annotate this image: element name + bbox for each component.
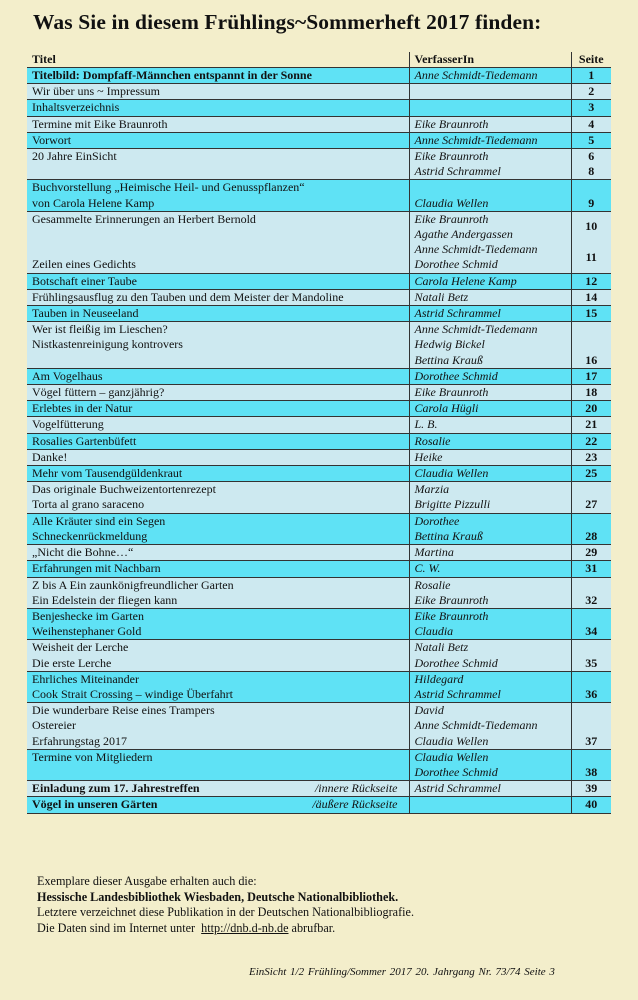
table-row bbox=[27, 306, 611, 322]
page-number: 22 bbox=[585, 433, 598, 448]
note-line bbox=[37, 921, 414, 937]
page-cell bbox=[571, 671, 611, 702]
page-cell bbox=[571, 449, 611, 465]
page-cell bbox=[571, 84, 611, 100]
article-title: Vogelfütterung bbox=[32, 417, 104, 432]
author-name: Eike Braunroth bbox=[414, 116, 489, 131]
article-title: Z bis A Ein zaunkönigfreundlicher Garten bbox=[32, 577, 234, 592]
author-cell bbox=[409, 401, 571, 417]
author-cell bbox=[409, 322, 571, 369]
author-name: Anne Schmidt-Tiedemann bbox=[414, 322, 538, 337]
author-cell bbox=[409, 640, 571, 671]
author-cell bbox=[409, 385, 571, 401]
author-name: L. B. bbox=[414, 417, 438, 432]
contents-rows bbox=[27, 68, 611, 814]
table-row bbox=[27, 577, 611, 608]
article-title: Erfahrungstag 2017 bbox=[32, 733, 127, 748]
article-title: Die wunderbare Reise eines Trampers bbox=[32, 703, 215, 718]
author-name: Astrid Schrammel bbox=[414, 781, 501, 796]
page-number: 12 bbox=[585, 273, 598, 288]
title-cell bbox=[27, 482, 409, 513]
title-cell bbox=[27, 466, 409, 482]
page-cell bbox=[571, 289, 611, 305]
author-cell bbox=[409, 797, 571, 813]
author-cell bbox=[409, 513, 571, 544]
author-name: Eike Braunroth bbox=[414, 608, 489, 623]
author-name: Eike Braunroth bbox=[414, 211, 489, 226]
author-name: Dorothee Schmid bbox=[414, 257, 498, 272]
cover-position: /äußere Rückseite bbox=[312, 797, 398, 812]
author-cell bbox=[409, 84, 571, 100]
note-libraries: Hessische Landesbibliothek Wiesbaden, Deutsche Nationalbibliothek. bbox=[37, 889, 399, 904]
page-cell bbox=[571, 116, 611, 132]
title-cell bbox=[27, 211, 409, 273]
page-cell bbox=[571, 797, 611, 813]
author-cell bbox=[409, 482, 571, 513]
author-name: C. W. bbox=[414, 561, 441, 576]
author-name: Anne Schmidt-Tiedemann bbox=[414, 132, 538, 147]
page-cell bbox=[571, 273, 611, 289]
author-name: Brigitte Pizzulli bbox=[414, 497, 491, 512]
author-name: Eike Braunroth bbox=[414, 592, 489, 607]
table-row bbox=[27, 749, 611, 780]
author-cell bbox=[409, 703, 571, 750]
title-cell bbox=[27, 449, 409, 465]
title-cell bbox=[27, 84, 409, 100]
page-number: 32 bbox=[585, 592, 598, 607]
author-name: Natali Betz bbox=[414, 640, 469, 655]
page-number: 38 bbox=[585, 764, 598, 779]
author-cell bbox=[409, 561, 571, 577]
author-name: David bbox=[414, 703, 444, 718]
page-cell bbox=[571, 466, 611, 482]
author-name: Claudia bbox=[414, 624, 454, 639]
page-number: 20 bbox=[585, 401, 598, 416]
title-cell bbox=[27, 433, 409, 449]
author-cell bbox=[409, 449, 571, 465]
author-cell bbox=[409, 180, 571, 211]
title-cell bbox=[27, 671, 409, 702]
author-cell bbox=[409, 273, 571, 289]
article-title: Benjeshecke im Garten bbox=[32, 608, 144, 623]
article-title: Die erste Lerche bbox=[32, 655, 112, 670]
article-title: Vögel füttern – ganzjährig? bbox=[32, 385, 165, 400]
page-number: 31 bbox=[585, 561, 598, 576]
title-cell bbox=[27, 385, 409, 401]
library-note bbox=[37, 874, 414, 936]
page-cell bbox=[571, 608, 611, 639]
table-row bbox=[27, 703, 611, 750]
page-number: 15 bbox=[585, 306, 598, 321]
title-line bbox=[32, 781, 404, 796]
page-number: 2 bbox=[588, 84, 595, 99]
table-header-row bbox=[27, 52, 611, 68]
page-number: 35 bbox=[585, 655, 598, 670]
column-header-title: Titel bbox=[27, 52, 409, 68]
article-title: „Nicht die Bohne…“ bbox=[32, 545, 134, 560]
page-number: 4 bbox=[588, 116, 595, 131]
page-number: 11 bbox=[585, 250, 597, 265]
author-cell bbox=[409, 749, 571, 780]
author-name: Anne Schmidt-Tiedemann bbox=[414, 242, 538, 257]
table-row bbox=[27, 273, 611, 289]
title-cell bbox=[27, 608, 409, 639]
author-cell bbox=[409, 116, 571, 132]
table-row bbox=[27, 781, 611, 797]
title-cell bbox=[27, 100, 409, 116]
article-title: Ein Edelstein der fliegen kann bbox=[32, 592, 178, 607]
author-cell bbox=[409, 545, 571, 561]
author-name: Astrid Schrammel bbox=[414, 686, 501, 701]
author-cell bbox=[409, 417, 571, 433]
page-cell bbox=[571, 513, 611, 544]
page-cell bbox=[571, 640, 611, 671]
article-title: Danke! bbox=[32, 449, 68, 464]
title-cell bbox=[27, 149, 409, 180]
title-cell bbox=[27, 132, 409, 148]
author-name: Heike bbox=[414, 449, 443, 464]
page-number: 3 bbox=[588, 100, 595, 115]
note-line: Letztere verzeichnet diese Publikation in der Deutschen Nationalbibliografie. bbox=[37, 905, 414, 919]
author-name: Natali Betz bbox=[414, 289, 469, 304]
article-title: Wer ist fleißig im Lieschen? bbox=[32, 322, 168, 337]
article-title: Weisheit der Lerche bbox=[32, 640, 129, 655]
author-cell bbox=[409, 433, 571, 449]
table-row bbox=[27, 100, 611, 116]
article-title: Wir über uns ~ Impressum bbox=[32, 84, 160, 99]
author-cell bbox=[409, 211, 571, 273]
page-cell bbox=[571, 211, 611, 273]
article-title: Ehrliches Miteinander bbox=[32, 671, 139, 686]
table-row bbox=[27, 561, 611, 577]
author-cell bbox=[409, 466, 571, 482]
title-cell bbox=[27, 577, 409, 608]
author-name: Dorothee Schmid bbox=[414, 764, 498, 779]
page-cell bbox=[571, 368, 611, 384]
page-number: 29 bbox=[585, 545, 598, 560]
article-title: Titelbild: Dompfaff-Männchen entspannt in der Sonne bbox=[32, 68, 312, 82]
table-row bbox=[27, 797, 611, 813]
author-name: Bettina Krauß bbox=[414, 352, 483, 367]
title-cell bbox=[27, 116, 409, 132]
author-name: Astrid Schrammel bbox=[414, 164, 501, 179]
page-cell bbox=[571, 132, 611, 148]
article-title: Tauben in Neuseeland bbox=[32, 306, 139, 321]
page-number: 17 bbox=[585, 368, 598, 383]
title-cell bbox=[27, 545, 409, 561]
page-number: 37 bbox=[585, 733, 598, 748]
title-cell bbox=[27, 703, 409, 750]
page-number: 28 bbox=[585, 528, 598, 543]
title-cell bbox=[27, 513, 409, 544]
article-title: Termine mit Eike Braunroth bbox=[32, 116, 168, 131]
author-name: Carola Hügli bbox=[414, 401, 479, 416]
author-cell bbox=[409, 100, 571, 116]
page-cell bbox=[571, 577, 611, 608]
table-row bbox=[27, 449, 611, 465]
article-title: Gesammelte Erinnerungen an Herbert Bernold bbox=[32, 211, 256, 226]
author-name: Astrid Schrammel bbox=[414, 306, 501, 321]
author-name: Dorothee Schmid bbox=[414, 655, 498, 670]
author-name: Dorothee Schmid bbox=[414, 368, 498, 383]
table-row bbox=[27, 401, 611, 417]
author-name: Hedwig Bickel bbox=[414, 337, 485, 352]
page-cell bbox=[571, 545, 611, 561]
title-cell bbox=[27, 749, 409, 780]
article-title: Termine von Mitgliedern bbox=[32, 749, 153, 764]
page-number: 5 bbox=[588, 132, 595, 147]
page-cell bbox=[571, 749, 611, 780]
table-row bbox=[27, 671, 611, 702]
article-title: Buchvorstellung „Heimische Heil- und Genusspflanzen“ bbox=[32, 180, 305, 195]
note-text: Die Daten sind im Internet unter bbox=[37, 920, 196, 935]
page-cell bbox=[571, 306, 611, 322]
page-cell bbox=[571, 68, 611, 84]
dnb-link[interactable]: http://dnb.d-nb.de bbox=[201, 920, 289, 935]
page-number: 36 bbox=[585, 686, 598, 701]
author-name: Eike Braunroth bbox=[414, 385, 489, 400]
title-cell bbox=[27, 322, 409, 369]
article-title: Weihenstephaner Gold bbox=[32, 624, 142, 639]
table-row bbox=[27, 513, 611, 544]
author-cell bbox=[409, 306, 571, 322]
table-row bbox=[27, 545, 611, 561]
title-cell bbox=[27, 401, 409, 417]
table-row bbox=[27, 289, 611, 305]
table-row bbox=[27, 368, 611, 384]
table-row bbox=[27, 84, 611, 100]
article-title: Zeilen eines Gedichts bbox=[32, 257, 136, 272]
title-cell bbox=[27, 640, 409, 671]
author-cell bbox=[409, 368, 571, 384]
article-title: Cook Strait Crossing – windige Überfahrt bbox=[32, 686, 233, 701]
article-title: Rosalies Gartenbüfett bbox=[32, 433, 137, 448]
table-row bbox=[27, 116, 611, 132]
author-cell bbox=[409, 149, 571, 180]
article-title: Vögel in unseren Gärten bbox=[32, 797, 158, 812]
page-cell bbox=[571, 401, 611, 417]
author-name: Rosalie bbox=[414, 433, 451, 448]
author-name: Agathe Andergassen bbox=[414, 227, 513, 242]
table-row bbox=[27, 385, 611, 401]
author-name bbox=[415, 180, 566, 195]
page-number: 10 bbox=[585, 218, 598, 233]
table-row bbox=[27, 149, 611, 180]
author-name: Claudia Wellen bbox=[414, 733, 489, 748]
column-header-author: VerfasserIn bbox=[409, 52, 571, 68]
page-number: 27 bbox=[585, 497, 598, 512]
article-title: Inhaltsverzeichnis bbox=[32, 100, 120, 115]
page-number: 25 bbox=[585, 466, 598, 481]
author-name: Eike Braunroth bbox=[414, 149, 489, 164]
author-cell bbox=[409, 577, 571, 608]
page-number: 8 bbox=[588, 164, 595, 179]
table-row bbox=[27, 132, 611, 148]
article-title: Alle Kräuter sind ein Segen bbox=[32, 513, 166, 528]
page-number: 39 bbox=[585, 781, 598, 796]
title-cell bbox=[27, 68, 409, 84]
article-title: 20 Jahre EinSicht bbox=[32, 149, 117, 164]
page-number: 1 bbox=[588, 68, 595, 82]
author-name: Claudia Wellen bbox=[414, 466, 489, 481]
article-title: Ostereier bbox=[32, 718, 76, 733]
note-text: abrufbar. bbox=[291, 920, 336, 935]
page-cell bbox=[571, 100, 611, 116]
table-row bbox=[27, 322, 611, 369]
table-row bbox=[27, 417, 611, 433]
article-title: Torta al grano saraceno bbox=[32, 497, 145, 512]
page-cell bbox=[571, 561, 611, 577]
author-cell bbox=[409, 781, 571, 797]
article-title bbox=[32, 242, 404, 257]
article-title: Frühlingsausflug zu den Tauben und dem Meister der Mandoline bbox=[32, 289, 344, 304]
author-name: Rosalie bbox=[414, 577, 451, 592]
title-cell bbox=[27, 417, 409, 433]
page-number: 21 bbox=[585, 417, 598, 432]
page-number: 9 bbox=[588, 195, 595, 210]
article-title: Vorwort bbox=[32, 132, 72, 147]
page-number: 40 bbox=[585, 797, 598, 812]
page-cell bbox=[571, 433, 611, 449]
table-row bbox=[27, 608, 611, 639]
article-title bbox=[32, 227, 404, 242]
author-cell bbox=[409, 132, 571, 148]
author-cell bbox=[409, 671, 571, 702]
author-name: Anne Schmidt-Tiedemann bbox=[414, 718, 538, 733]
article-title: Erlebtes in der Natur bbox=[32, 401, 133, 416]
page-cell bbox=[571, 149, 611, 180]
page-number: 6 bbox=[588, 149, 595, 164]
title-cell bbox=[27, 289, 409, 305]
title-line bbox=[32, 797, 404, 812]
page-number: 18 bbox=[585, 385, 598, 400]
author-cell bbox=[409, 608, 571, 639]
author-name: Martina bbox=[414, 545, 454, 560]
article-title: Botschaft einer Taube bbox=[32, 273, 137, 288]
article-title: von Carola Helene Kamp bbox=[32, 195, 155, 210]
author-name: Claudia Wellen bbox=[414, 749, 489, 764]
page-cell bbox=[571, 385, 611, 401]
article-title: Mehr vom Tausendgüldenkraut bbox=[32, 466, 183, 481]
author-name: Claudia Wellen bbox=[414, 195, 489, 210]
table-row bbox=[27, 180, 611, 211]
article-title: Das originale Buchweizentortenrezept bbox=[32, 482, 216, 497]
table-row bbox=[27, 211, 611, 273]
title-cell bbox=[27, 180, 409, 211]
title-cell bbox=[27, 306, 409, 322]
title-cell bbox=[27, 561, 409, 577]
page-cell bbox=[571, 703, 611, 750]
title-cell bbox=[27, 368, 409, 384]
table-row bbox=[27, 68, 611, 84]
author-name: Dorothee bbox=[414, 513, 460, 528]
page-cell bbox=[571, 482, 611, 513]
article-title: Schneckenrückmeldung bbox=[32, 528, 148, 543]
page-cell bbox=[571, 180, 611, 211]
author-cell bbox=[409, 289, 571, 305]
table-row bbox=[27, 433, 611, 449]
column-header-page: Seite bbox=[571, 52, 611, 68]
author-name: Bettina Krauß bbox=[414, 528, 483, 543]
article-title: Erfahrungen mit Nachbarn bbox=[32, 561, 161, 576]
title-cell bbox=[27, 273, 409, 289]
contents-table bbox=[27, 52, 611, 814]
page-cell bbox=[571, 417, 611, 433]
page-cell bbox=[571, 322, 611, 369]
author-name: Carola Helene Kamp bbox=[414, 273, 517, 288]
page-number: 34 bbox=[585, 624, 598, 639]
table-row bbox=[27, 466, 611, 482]
title-cell bbox=[27, 797, 409, 813]
page-title: Was Sie in diesem Frühlings~Sommerheft 2017 finden: bbox=[33, 10, 542, 34]
page-number: 14 bbox=[585, 289, 598, 304]
page-footer: EinSicht 1/2 Frühling/Sommer 2017 20. Jahrgang Nr. 73/74 Seite 3 bbox=[249, 966, 555, 978]
author-name: Anne Schmidt-Tiedemann bbox=[414, 68, 538, 82]
page-number: 16 bbox=[585, 352, 598, 367]
author-cell bbox=[409, 68, 571, 84]
note-line: Exemplare dieser Ausgabe erhalten auch die: bbox=[37, 874, 257, 888]
cover-position: /innere Rückseite bbox=[314, 781, 398, 796]
author-name: Hildegard bbox=[414, 671, 464, 686]
author-name: Marzia bbox=[414, 482, 450, 497]
article-title: Am Vogelhaus bbox=[32, 368, 103, 383]
page-cell bbox=[571, 781, 611, 797]
table-row bbox=[27, 482, 611, 513]
table-row bbox=[27, 640, 611, 671]
page-number: 23 bbox=[585, 449, 598, 464]
article-title: Nistkastenreinigung kontrovers bbox=[32, 337, 183, 352]
title-cell bbox=[27, 781, 409, 797]
article-title: Einladung zum 17. Jahrestreffen bbox=[32, 781, 200, 796]
